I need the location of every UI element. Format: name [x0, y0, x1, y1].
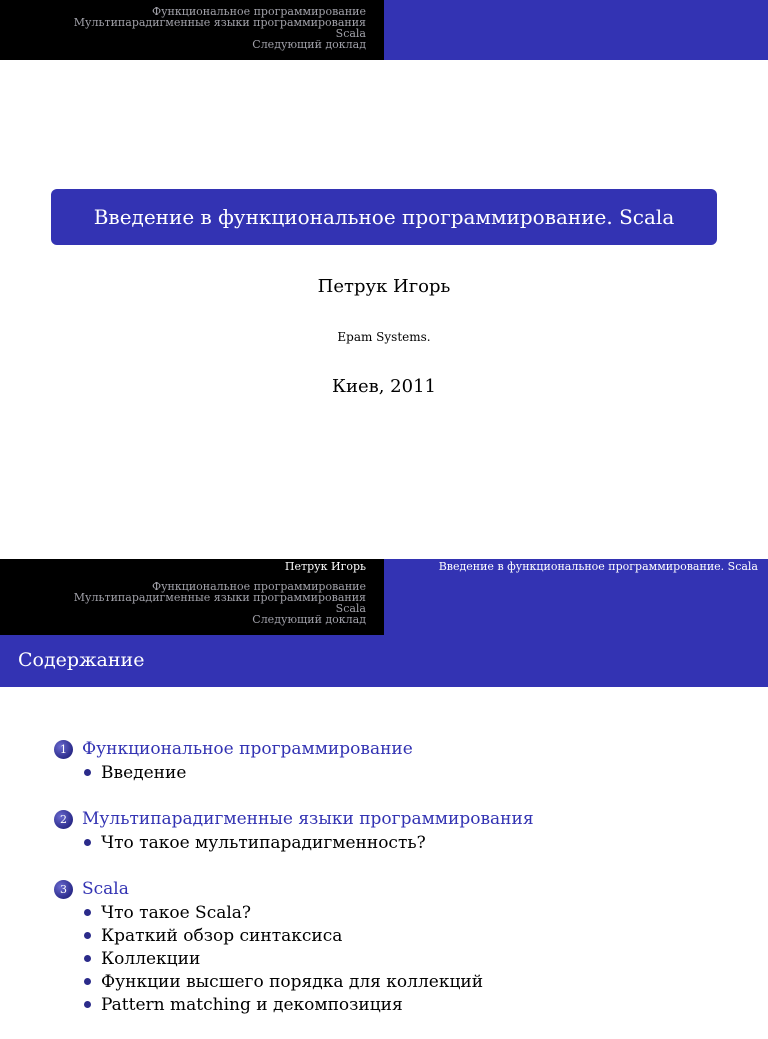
bullet-icon	[84, 932, 91, 939]
toc-subsection-title[interactable]: Что такое Scala?	[101, 902, 252, 923]
slide2-header	[0, 559, 768, 635]
bullet-icon	[84, 1001, 91, 1008]
section-number-ball-icon: 1	[54, 740, 73, 759]
toc-subsection[interactable]	[54, 993, 754, 1016]
table-of-contents	[54, 737, 754, 1039]
slide1-header-blue-panel	[384, 0, 768, 60]
toc-section-heading[interactable]	[54, 877, 754, 901]
toc-section-title[interactable]: Мультипарадигменные языки программирования	[82, 809, 534, 829]
toc-section-title[interactable]: Scala	[82, 879, 129, 899]
toc-subsection[interactable]	[54, 831, 754, 854]
toc-subsection-title[interactable]: Коллекции	[101, 948, 201, 969]
toc-section-title[interactable]: Функциональное программирование	[82, 739, 413, 759]
header-author: Петрук Игорь	[284, 560, 366, 573]
slide2-section-nav	[74, 581, 366, 625]
toc-subsection-title[interactable]: Функции высшего порядка для коллекций	[101, 971, 484, 992]
slide1-section-nav	[74, 6, 366, 50]
toc-subsection-title[interactable]: Краткий обзор синтаксиса	[101, 925, 343, 946]
nav-section-link[interactable]: Мультипарадигменные языки программирования	[73, 591, 366, 604]
bullet-icon	[84, 909, 91, 916]
section-number-ball-icon: 3	[54, 880, 73, 899]
toc-section-heading[interactable]	[54, 807, 754, 831]
nav-section-link[interactable]: Scala	[335, 602, 366, 615]
slide2-header-blue-panel	[384, 559, 768, 635]
toc-section	[54, 737, 754, 784]
toc-subsection[interactable]	[54, 947, 754, 970]
section-number-ball-icon: 2	[54, 810, 73, 829]
nav-section-link[interactable]: Следующий доклад	[252, 38, 366, 51]
frame-title: Содержание	[18, 649, 145, 671]
toc-section-heading[interactable]	[54, 737, 754, 761]
presentation-title-box	[51, 189, 717, 245]
toc-subsection-title[interactable]: Что такое мультипарадигменность?	[101, 832, 426, 853]
nav-section-link[interactable]: Следующий доклад	[252, 613, 366, 626]
toc-section	[54, 877, 754, 1016]
author-name: Петрук Игорь	[317, 276, 451, 297]
toc-subsection[interactable]	[54, 970, 754, 993]
presentation-date: Киев, 2011	[332, 376, 436, 397]
header-presentation-title: Введение в функциональное программирование. Scala	[438, 560, 758, 573]
toc-section	[54, 807, 754, 854]
frame-title-bar	[0, 635, 768, 687]
bullet-icon	[84, 955, 91, 962]
slide2-header-nav-panel	[0, 559, 384, 635]
toc-subsection[interactable]	[54, 924, 754, 947]
nav-section-link[interactable]: Функциональное программирование	[151, 580, 366, 593]
nav-section-link[interactable]: Scala	[335, 27, 366, 40]
bullet-icon	[84, 978, 91, 985]
toc-subsection[interactable]	[54, 901, 754, 924]
toc-subsection[interactable]	[54, 761, 754, 784]
presentation-title: Введение в функциональное программирование. Scala	[93, 205, 675, 229]
bullet-icon	[84, 769, 91, 776]
organization: Epam Systems.	[337, 330, 431, 344]
nav-section-link[interactable]: Мультипарадигменные языки программирования	[73, 16, 366, 29]
toc-subsection-title[interactable]: Введение	[101, 762, 187, 783]
slide1-header	[0, 0, 768, 60]
bullet-icon	[84, 839, 91, 846]
slide1-header-nav-panel	[0, 0, 384, 60]
nav-section-link[interactable]: Функциональное программирование	[151, 5, 366, 18]
toc-subsection-title[interactable]: Pattern matching и декомпозиция	[101, 994, 403, 1015]
